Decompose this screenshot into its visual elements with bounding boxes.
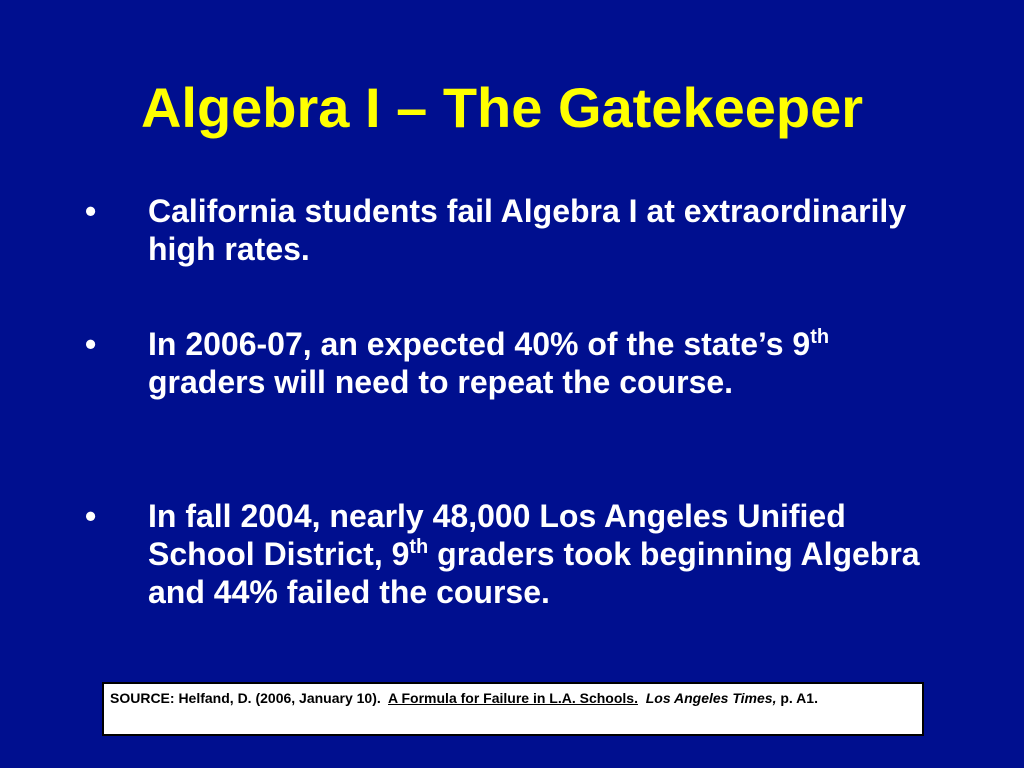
bullet-text: In fall 2004, nearly 48,000 Los Angeles Unified School District, 9th graders took beginning Algebra and 44% failed the course. bbox=[148, 498, 920, 610]
superscript: th bbox=[409, 536, 429, 558]
superscript: th bbox=[810, 326, 830, 348]
source-citation-box bbox=[102, 682, 924, 736]
source-prefix: SOURCE: Helfand, D. (2006, January 10). bbox=[110, 690, 389, 706]
source-suffix: p. A1. bbox=[776, 690, 818, 706]
bullet-icon: • bbox=[85, 498, 97, 534]
article-title: A Formula for Failure in L.A. Schools. bbox=[388, 690, 638, 706]
publication-name: Los Angeles Times, bbox=[645, 690, 777, 706]
slide-title: Algebra I – The Gatekeeper bbox=[140, 76, 864, 139]
bullet-icon: • bbox=[85, 326, 97, 362]
bullet-text: California students fail Algebra I at extraordinarily high rates. bbox=[148, 193, 907, 267]
bullet-icon: • bbox=[85, 193, 97, 229]
bullet-text: In 2006-07, an expected 40% of the state’s 9th graders will need to repeat the course. bbox=[148, 326, 830, 400]
